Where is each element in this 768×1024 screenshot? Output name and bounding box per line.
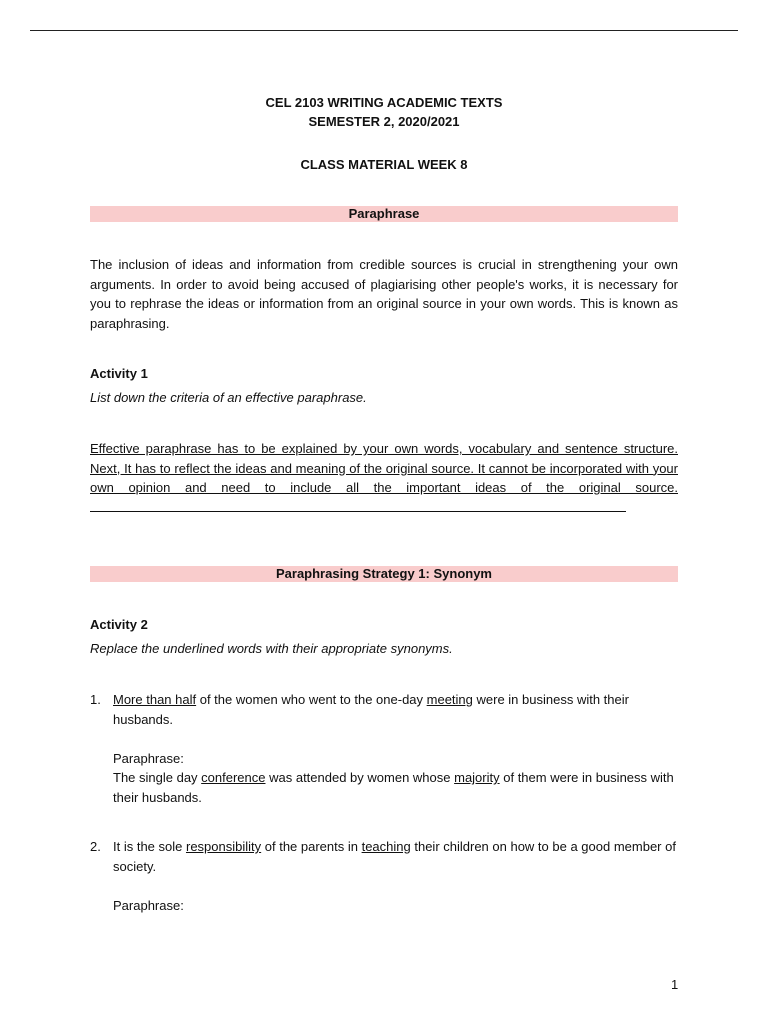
sentence-text: of the parents in <box>261 839 362 854</box>
sentence-text: It is the sole <box>113 839 186 854</box>
page-number: 1 <box>671 977 679 992</box>
underlined-phrase: teaching <box>361 839 411 854</box>
underlined-phrase: conference <box>201 770 266 785</box>
top-rule <box>30 30 738 31</box>
section-banner-paraphrase: Paraphrase <box>90 206 678 222</box>
item-number: 2. <box>90 839 101 854</box>
intro-paragraph: The inclusion of ideas and information from credible sources is crucial in strengthening your own arguments. In order to avoid being accused of plagiarising other people's works, it is necessary for you to rephrase the ideas or information from an original source in your own words. This is known as paraphrasing. <box>90 257 678 331</box>
item-sentence <box>113 837 678 876</box>
sentence-text: of the women who went to the one-day <box>196 692 427 707</box>
item-body <box>113 690 678 807</box>
activity-2-instruction: Replace the underlined words with their appropriate synonyms. <box>90 641 453 656</box>
answer-fill-line <box>90 499 626 512</box>
course-title: CEL 2103 WRITING ACADEMIC TEXTS <box>265 95 503 110</box>
activity-1-answer <box>90 439 678 517</box>
item-number: 1. <box>90 692 101 707</box>
activity-2-heading: Activity 2 <box>90 617 148 632</box>
sentence-text: their children on how to be a good member of society. <box>113 839 676 874</box>
underlined-phrase: meeting <box>426 692 473 707</box>
paraphrase-text: The single day <box>113 770 202 785</box>
paraphrase-text: was attended by women whose <box>265 770 455 785</box>
underlined-phrase: More than half <box>113 692 197 707</box>
item-body <box>113 837 678 915</box>
paraphrase-label: Paraphrase: <box>113 750 184 766</box>
list-item <box>90 837 678 915</box>
sentence-text: were in business with their husbands. <box>113 692 629 727</box>
underlined-phrase: majority <box>454 770 500 785</box>
underlined-phrase: responsibility <box>185 839 262 854</box>
activity-1-instruction: List down the criteria of an effective paraphrase. <box>90 390 367 405</box>
item-sentence <box>113 690 678 729</box>
activity-1-heading: Activity 1 <box>90 366 148 381</box>
class-material-label: CLASS MATERIAL WEEK 8 <box>300 157 468 172</box>
paraphrase-label: Paraphrase: <box>113 897 184 913</box>
paraphrase-text: of them were in business with their husbands. <box>113 770 674 805</box>
answer-text: Effective paraphrase has to be explained by your own words, vocabulary and sentence structure. Next, It has to reflect the ideas and meaning of the original source. It cannot be incorporated with your own opinion and need to include all the important ideas of the original source. <box>90 441 678 495</box>
semester-label: SEMESTER 2, 2020/2021 <box>308 114 460 129</box>
section-banner-synonym: Paraphrasing Strategy 1: Synonym <box>90 566 678 582</box>
list-item <box>90 690 678 807</box>
paraphrase-answer <box>113 768 678 807</box>
